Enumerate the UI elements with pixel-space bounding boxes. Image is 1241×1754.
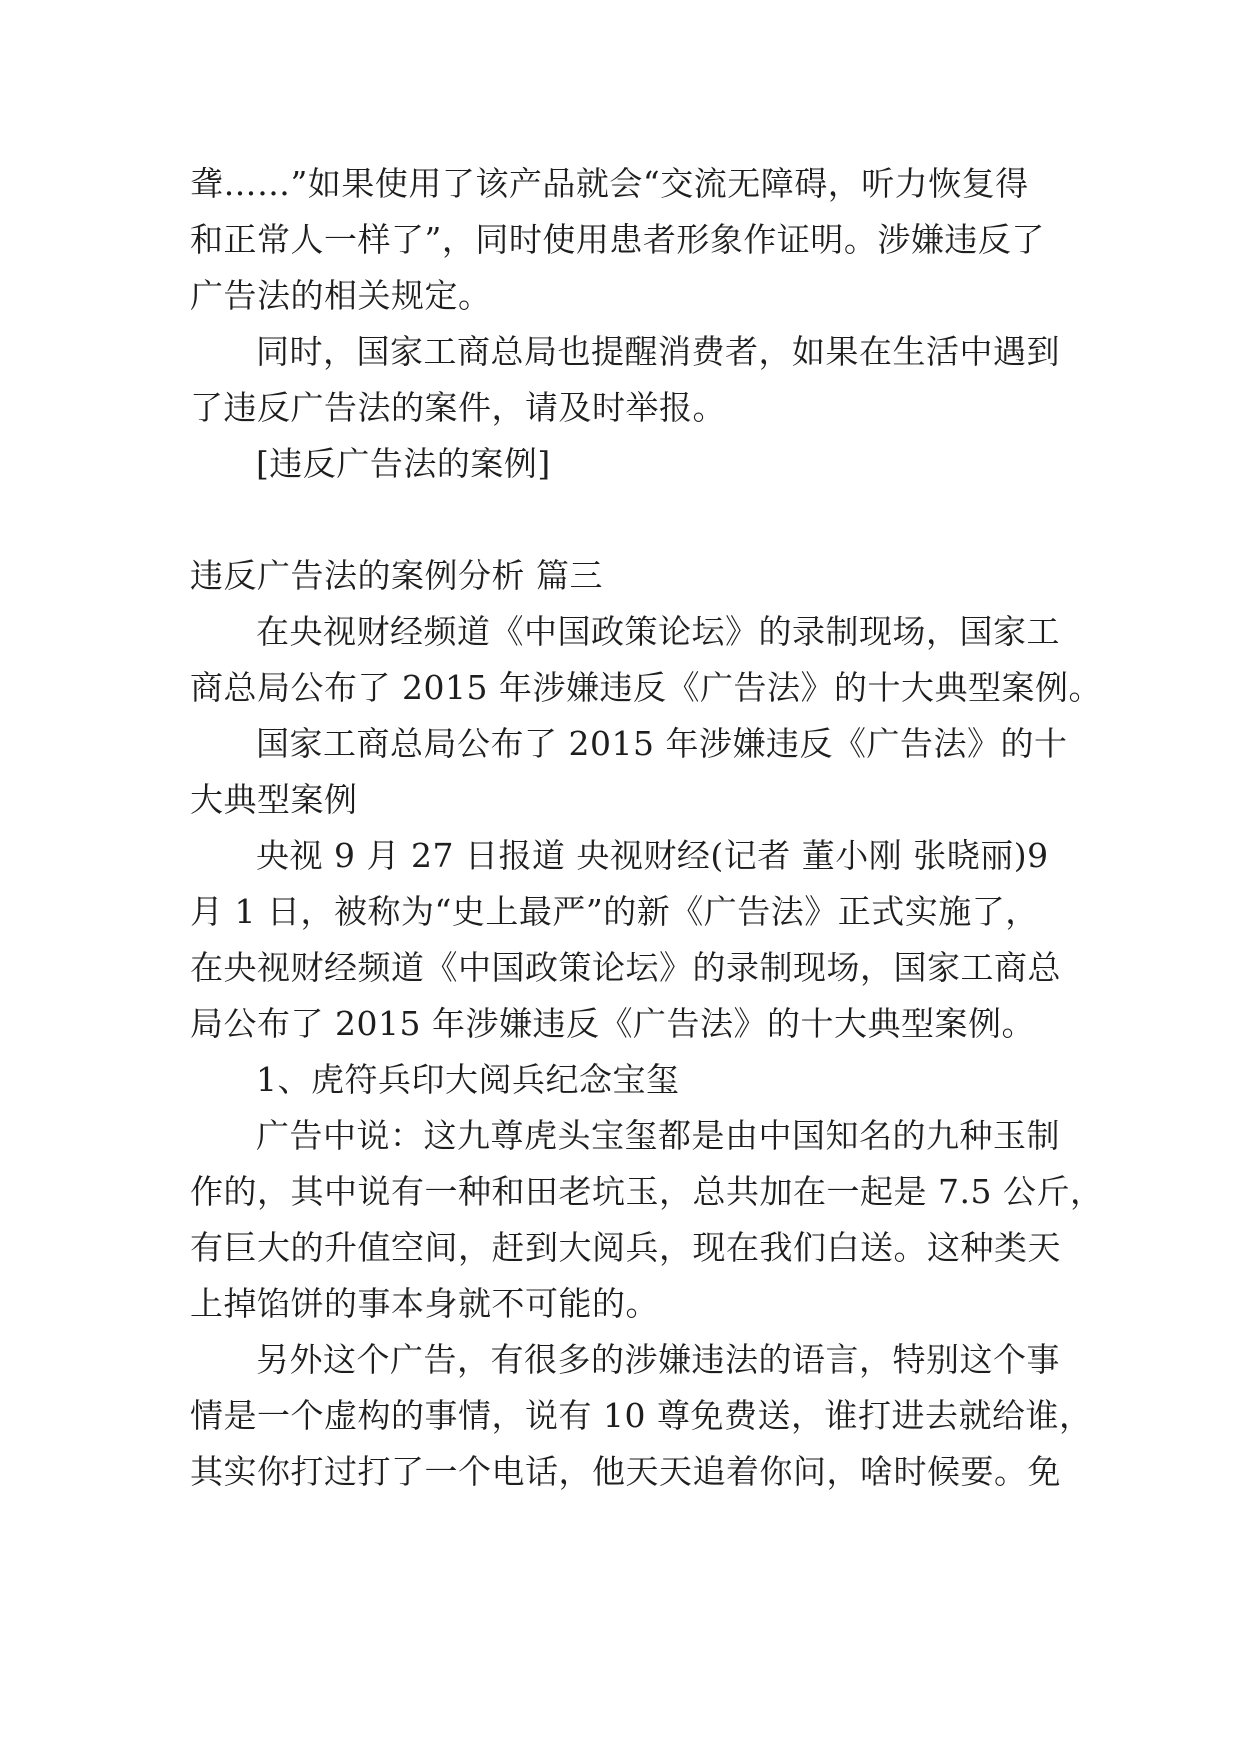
text-line: 商总局公布了 2015 年涉嫌违反《广告法》的十大典型案例。 [190, 668, 1102, 707]
list-item-heading: 1、虎符兵印大阅兵纪念宝玺 [256, 1060, 680, 1099]
text-line: 在央视财经频道《中国政策论坛》的录制现场，国家工商总 [190, 948, 1061, 987]
paragraph-first-line: 同时，国家工商总局也提醒消费者，如果在生活中遇到 [256, 332, 1060, 371]
paragraph-first-line: 央视 9 月 27 日报道 央视财经(记者 董小刚 张晓丽)9 [256, 836, 1049, 875]
text-line: 了违反广告法的案件，请及时举报。 [190, 388, 726, 427]
paragraph-first-line: 在央视财经频道《中国政策论坛》的录制现场，国家工 [256, 612, 1060, 651]
paragraph-first-line: 另外这个广告，有很多的涉嫌违法的语言，特别这个事 [256, 1340, 1060, 1379]
text-line: 局公布了 2015 年涉嫌违反《广告法》的十大典型案例。 [190, 1004, 1035, 1043]
bracket-link-text: [违反广告法的案例] [256, 444, 551, 483]
text-line: 其实你打过打了一个电话，他天天追着你问，啥时候要。免 [190, 1452, 1061, 1491]
text-line: 聋……”如果使用了该产品就会“交流无障碍，听力恢复得 [190, 164, 1029, 203]
text-line: 有巨大的升值空间，赶到大阅兵，现在我们白送。这种类天 [190, 1228, 1061, 1267]
paragraph-first-line: 广告中说：这九尊虎头宝玺都是由中国知名的九种玉制 [256, 1116, 1060, 1155]
section-heading: 违反广告法的案例分析 篇三 [190, 556, 603, 595]
text-line: 和正常人一样了”，同时使用患者形象作证明。涉嫌违反了 [190, 220, 1045, 259]
text-line: 月 1 日，被称为“史上最严”的新《广告法》正式实施了， [190, 892, 1039, 931]
text-line: 大典型案例 [190, 780, 358, 819]
text-line: 情是一个虚构的事情，说有 10 尊免费送，谁打进去就给谁， [190, 1396, 1093, 1435]
paragraph-first-line: 国家工商总局公布了 2015 年涉嫌违反《广告法》的十 [256, 724, 1068, 763]
text-line: 上掉馅饼的事本身就不可能的。 [190, 1284, 659, 1323]
text-line: 作的，其中说有一种和田老坑玉，总共加在一起是 7.5 公斤， [190, 1172, 1104, 1211]
text-line: 广告法的相关规定。 [190, 276, 492, 315]
